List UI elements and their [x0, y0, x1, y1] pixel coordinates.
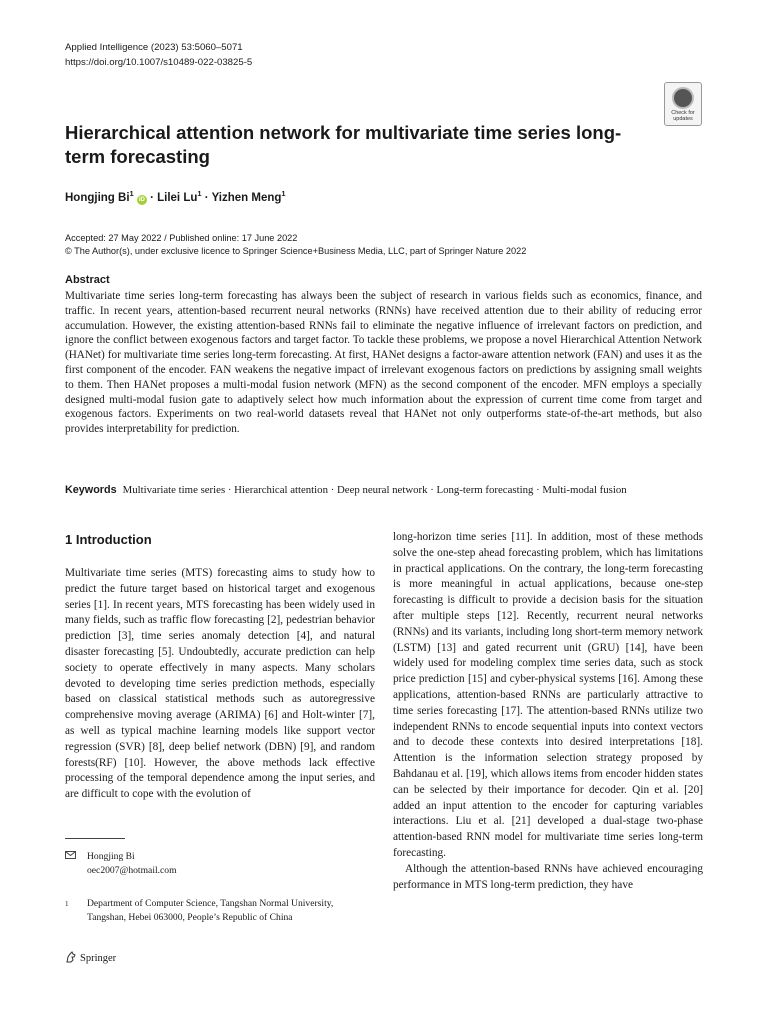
keywords: Keywords Multivariate time series · Hierarchical attention · Deep neural network · Long-term forecasting · Multi-modal fusion	[65, 484, 627, 496]
doi-link[interactable]: https://doi.org/10.1007/s10489-022-03825-5	[65, 57, 253, 68]
footnote-divider	[65, 838, 125, 839]
right-column	[393, 530, 703, 893]
keywords-label: Keywords	[65, 484, 117, 496]
keyword: Long-term forecasting	[436, 484, 534, 496]
paper-title: Hierarchical attention network for multivariate time series long-term forecasting	[65, 122, 622, 167]
publication-dates	[65, 232, 526, 258]
left-column	[65, 566, 375, 803]
publisher-footer	[65, 951, 116, 964]
author-name[interactable]: Hongjing Bi	[65, 191, 130, 204]
envelope-icon	[65, 850, 77, 864]
springer-horse-icon	[65, 951, 77, 963]
keyword: Multi-modal fusion	[542, 484, 627, 496]
publisher-name: Springer	[80, 953, 117, 964]
copyright-notice: © The Author(s), under exclusive licence to Springer Science+Business Media, LLC, part of Springer Nature 2022	[65, 246, 527, 256]
body-paragraph: Multivariate time series (MTS) forecasting aims to study how to predict the future target based on historical target and exogenous series [1]. In recent years, MTS forecasting has been widely used in many fields, such as traffic flow forecasting [2], pedestrian behavior prediction [3], time series anomaly detection [4], and natural disaster forecasting [5]. Undoubtedly, accurate prediction can help society to operate effectively in many aspects. Many scholars devoted to developing time series prediction methods, especially based on classical statistical methods such as autoregressive comprehensive moving average (ARIMA) [6] and Holt-winter [7], as well as typical machine learning models like support vector regression (SVR) [8], deep belief network (DBN) [9], and random forests(RF) [10]. However, the above methods lack effective processing of the temporal dependence among the input series, and are difficult to cope with the evolution of	[65, 567, 375, 801]
accepted-published-dates: Accepted: 27 May 2022 / Published online: 17 June 2022	[65, 233, 298, 243]
body-paragraph: long-horizon time series [11]. In addition, most of these methods solve the one-step ahead forecasting problem, which has limitations in practical applications. On the contrary, the long-term forecasting is more meaningful in actual applications, because one-step forecasting is difficult to provide a decision basis for the situation after multiple steps [12]. Recently, recurrent neural networks (RNNs) and its variants, including long short-term memory network (LSTM) [13] and gated recurrent unit (GRU) [14], have been widely used for modeling complex time series data, such as stock price prediction [15] and cyber-physical systems [16]. Among these applications, attention-based RNNs are particularly attractive to time series forecasting [17]. The attention-based RNNs utilize two independent RNNs to encode sequential inputs into context vectors and to decode these contexts into desired interpretations [18]. Attention is the information selection strategy proposed by Bahdanau et al. [19], which allows items from encoder hidden states can be selected by their importance for decoder. Qin et al. [20] added an input attention to the encoder for capturing variables interactions. Liu et al. [21] developed a dual-stage two-phase attention-based RNN model for multivariate time series long-term forecasting.	[393, 531, 703, 859]
affiliation-line: Department of Computer Science, Tangshan Normal University,	[87, 898, 334, 909]
corresponding-email-link[interactable]: oec2007@hotmail.com	[87, 865, 177, 876]
check-for-updates-badge[interactable]: Check for updates	[664, 82, 702, 126]
author-list: Hongjing Bi$^1$ iD · Lilei $Lu^1$ · Yizhen Meng$^1$	[65, 189, 286, 204]
keyword: Deep neural network	[336, 484, 428, 496]
corresponding-author	[65, 850, 177, 878]
journal-citation: Applied Intelligence (2023) 53:5060–5071	[65, 42, 243, 53]
author-name[interactable]: Yizhen Meng	[211, 191, 282, 204]
keyword: Hierarchical attention	[234, 484, 328, 496]
section-heading-introduction: 1 Introduction	[65, 532, 152, 547]
affiliation-number: 1	[65, 900, 69, 908]
abstract-heading: Abstract	[65, 274, 110, 286]
journal-meta	[65, 40, 252, 70]
abstract-text: Multivariate time series long-term forecasting has always been the subject of research in various fields such as economics, finance, and traffic. In recent years, attention-based recurrent neural networks (RNNs) have received attention due to their ability of reducing error accumulation. However, the existing attention-based RNNs fail to eliminate the negative influence of irrelevant factors on prediction, and ignore the conflict between exogenous factors and target factor. To tackle these problems, we propose a novel Hierarchical Attention Network (HANet) for multivariate time series long-term forecasting. At first, HANet designs a factor-aware attention network (FAN) and uses it as the first component of the encoder. FAN weakens the negative impact of irrelevant exogenous factors on predictions by assigning small weights to them. Then HANet proposes a multi-modal fusion network (MFN) as the second component of the encoder. MFN employs a specially designed multi-modal fusion gate to adaptively select how much information about the expression of current time come from target and exogenous factors. Experiments on two real-world datasets reveal that HANet not only outperforms state-of-the-art methods, but also provides interpretability for prediction.	[65, 290, 702, 436]
keyword: Multivariate time series	[122, 484, 226, 496]
affiliation	[65, 897, 333, 925]
body-paragraph: Although the attention-based RNNs have achieved encouraging performance in MTS long-term prediction, they have	[393, 862, 703, 891]
corresponding-author-name: Hongjing Bi	[87, 851, 135, 862]
orcid-icon[interactable]: iD	[138, 196, 145, 203]
crossmark-icon	[672, 87, 694, 109]
author-name[interactable]: Lilei Lu	[157, 191, 198, 204]
abstract-section	[65, 272, 702, 437]
affiliation-line: Tangshan, Hebei 063000, People’s Republic of China	[87, 912, 293, 923]
